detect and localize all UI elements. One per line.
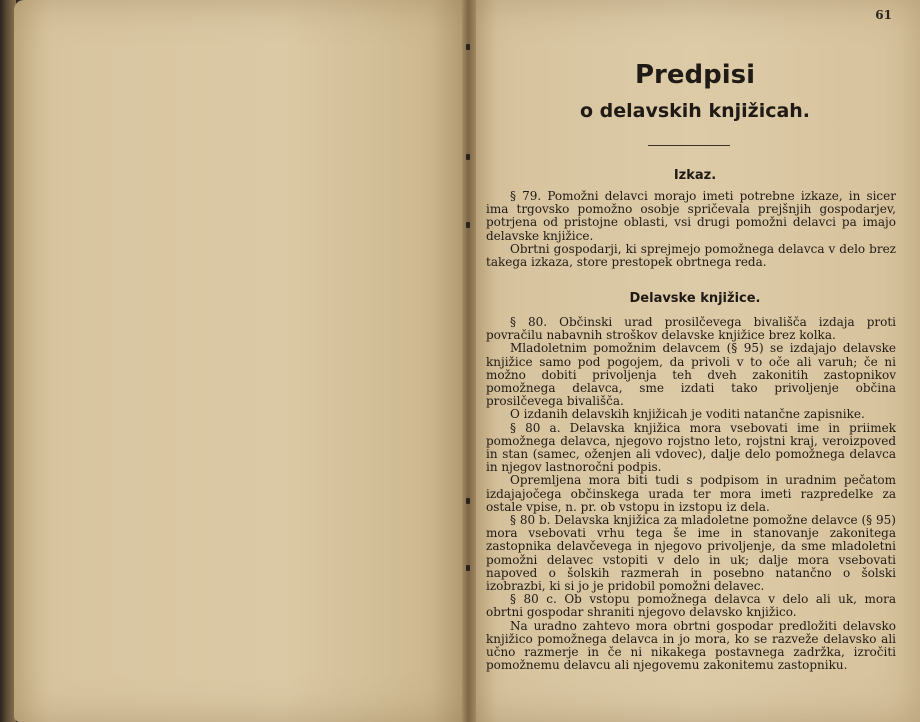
- paragraph: O izdanih delavskih knjižicah je voditi natančne zapisnike.: [510, 407, 865, 422]
- section-heading-delavske-knjizice: Delavske knjižice.: [629, 291, 761, 306]
- paragraph: § 80 a. Delavska knjižica mora vsebovati ime in priimek pomožnega delavca, njegovo rojstno leto, rojstni kraj, veroizpoved in stan (samec, oženjen ali vdovec), dalje delo pomožnega delavca in njegov lastnoročni podpis.: [486, 420, 896, 475]
- binding-staple: [466, 44, 470, 50]
- page-title: Predpisi: [634, 60, 756, 90]
- section-body-delavske-knjizice: [486, 316, 896, 672]
- divider: [648, 145, 730, 146]
- paragraph: § 80 c. Ob vstopu pomožnega delavca v delo ali uk, mora obrtni gospodar shraniti njegovo delavsko knjižico.: [486, 592, 896, 620]
- binding-staple: [466, 565, 470, 571]
- left-page-blank: [14, 0, 466, 722]
- section-heading-izkaz: Izkaz.: [673, 168, 717, 183]
- paragraph: § 80 b. Delavska knjižica za mladoletne pomožne delavce (§ 95) mora vsebovati vrhu tega še ime in stanovanje zakonitega zastopnika delavčevega in njegovo privoljenje, da sme mladoletni pomožni delavec vstopiti v delo in uk; dalje mora vsebovati napoved o šolskih razmerah in posebno natančno o šolski izobrazbi, ki si jo je pridobil pomožni delavec.: [486, 513, 896, 594]
- paragraph: § 80. Občinski urad prosilčevega bivališča izdaja proti povračilu nabavnih stroškov delavske knjižice brez kolka.: [486, 315, 896, 343]
- page-subtitle: o delavskih knjižicah.: [579, 100, 811, 122]
- paragraph: § 79. Pomožni delavci morajo imeti potrebne izkaze, in sicer ima trgovsko pomožno osobje spričevala prejšnjih gospodarjev, potrjena od pristojne oblasti, vsi drugi pomožni delavci pa imajo delavske knjižice.: [486, 189, 896, 243]
- binding-staple: [466, 222, 470, 228]
- binding-staple: [466, 154, 470, 160]
- paragraph: Obrtni gospodarji, ki sprejmejo pomožnega delavca v delo brez takega izkaza, store prestopek obrtnega reda.: [486, 241, 896, 270]
- paragraph: Opremljena mora biti tudi s podpisom in uradnim pečatom izdajajočega občinskega urada ter mora imeti razpredelke za ostale vpise, n. pr. ob vstopu in izstopu iz dela.: [486, 473, 896, 514]
- paragraph: Mladoletnim pomožnim delavcem (§ 95) se izdajajo delavske knjižice samo pod pogojem, da privoli v to oče ali varuh; če ni možno dobiti privoljenja teh dveh zakonitih zastopnikov pomožnega delavca, sme izdati tako privoljenje občina prosilčevega bivališča.: [486, 341, 896, 409]
- section-body-izkaz: [486, 190, 896, 269]
- page-number: 61: [875, 8, 892, 22]
- paragraph: Na uradno zahtevo mora obrtni gospodar predložiti delavsko knjižico pomožnega delavca in jo mora, ko se razveže delavsko ali učno razmerje in če ni nikakega postavnega zadržka, izročiti pomožnemu delavcu ali njegovemu zakonitemu zastopniku.: [486, 618, 896, 673]
- binding-staple: [466, 498, 470, 504]
